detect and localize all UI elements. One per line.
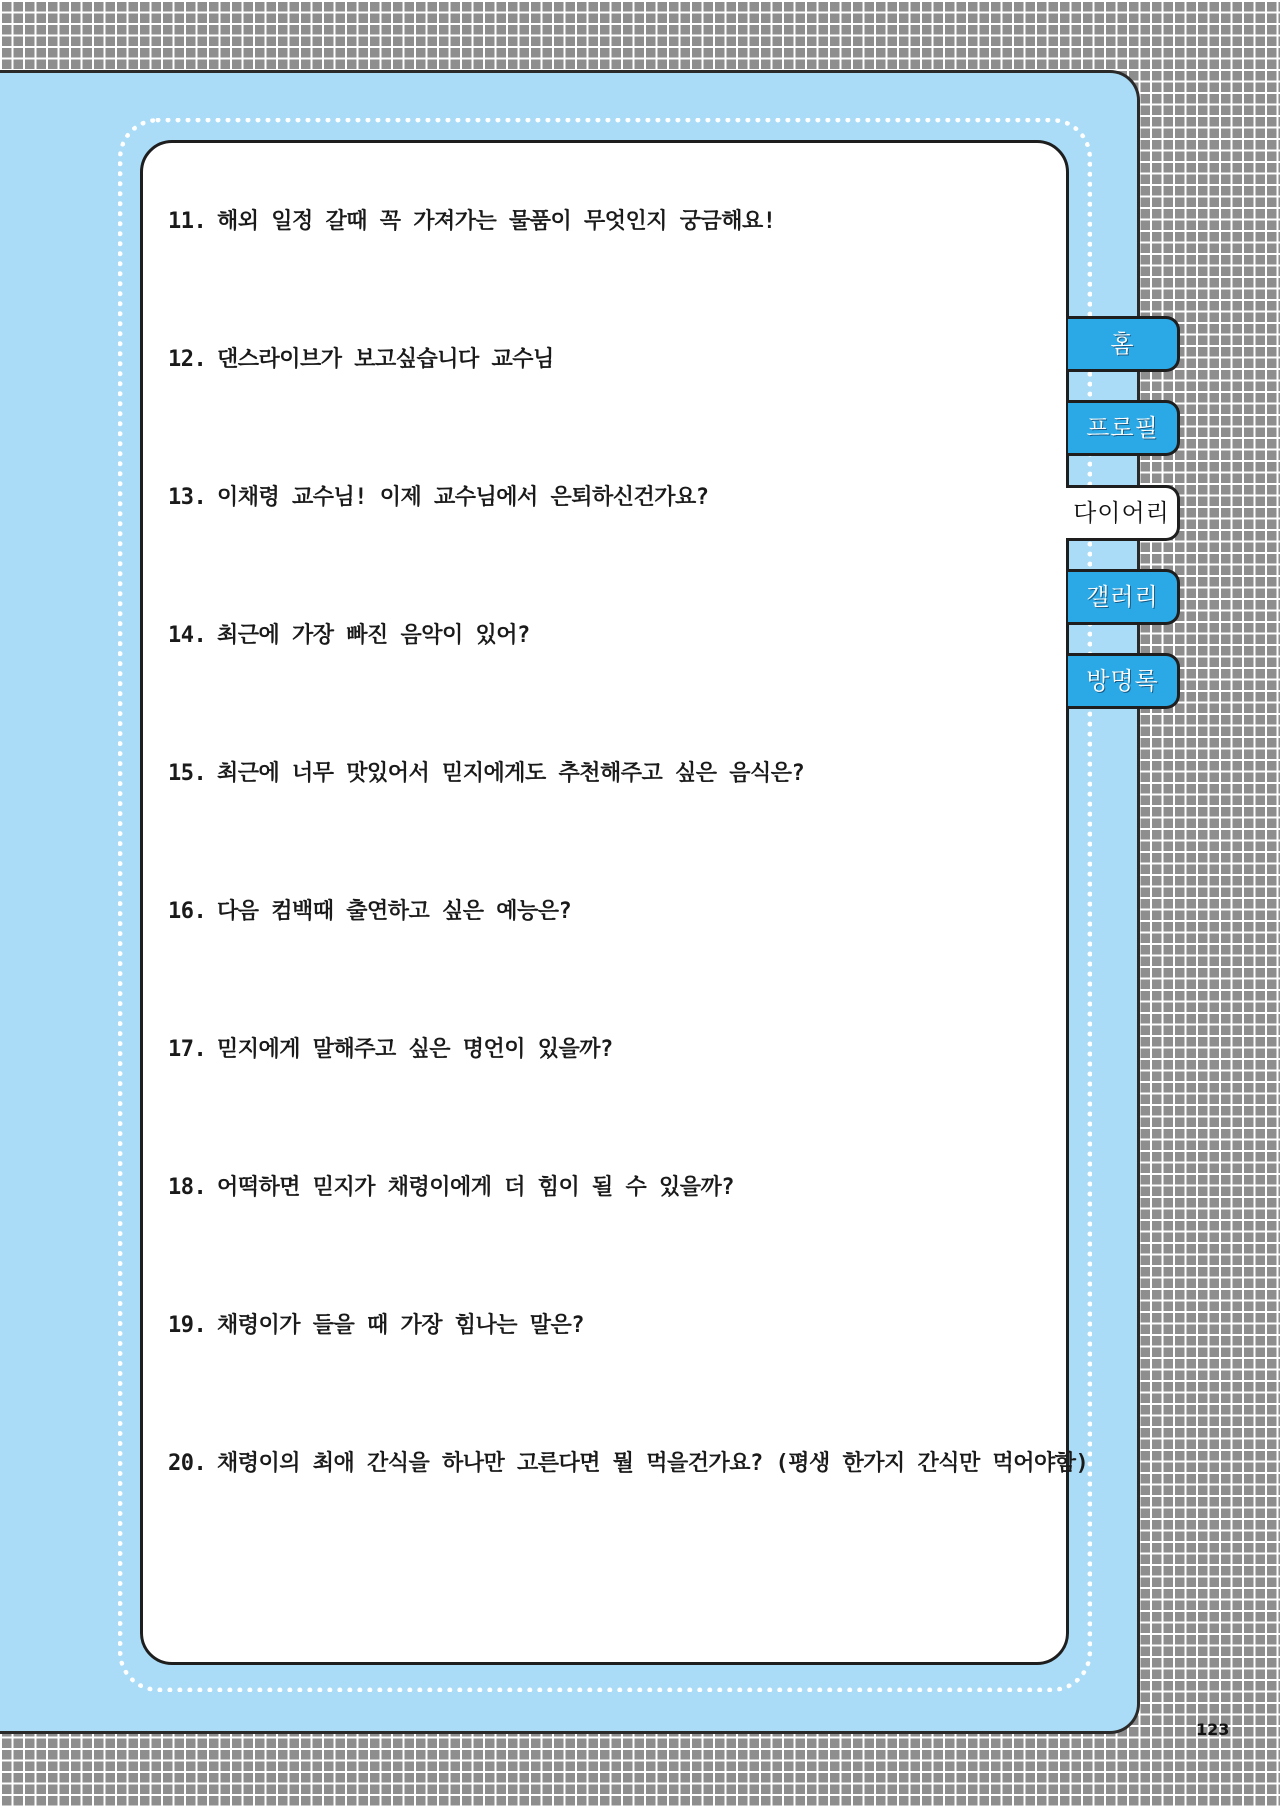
page-number: 123 [1196,1720,1230,1739]
question-number: 11. [168,209,207,234]
question-text: 해외 일정 갈때 꼭 가져가는 물품이 무엇인지 궁금해요! [217,209,776,234]
question-text: 채령이의 최애 간식을 하나만 고른다면 뭘 먹을건가요? (평생 한가지 간식만 먹어야함) [217,1451,1089,1476]
question-item [168,478,709,518]
question-number: 12. [168,347,207,372]
question-number: 19. [168,1313,207,1338]
tab-profile[interactable]: 프로필 [1068,400,1180,456]
question-item [168,1168,734,1208]
question-text: 최근에 너무 맛있어서 믿지에게도 추천해주고 싶은 음식은? [217,761,805,786]
question-number: 18. [168,1175,207,1200]
question-number: 14. [168,623,207,648]
question-text: 최근에 가장 빠진 음악이 있어? [217,623,530,648]
question-item [168,1030,613,1070]
question-text: 어떡하면 믿지가 채령이에게 더 힘이 될 수 있을까? [217,1175,735,1200]
question-number: 13. [168,485,207,510]
question-text: 채령이가 들을 때 가장 힘나는 말은? [217,1313,584,1338]
question-item [168,340,554,380]
question-item [168,616,530,656]
question-item [168,1306,584,1346]
question-item [168,1444,1088,1484]
question-number: 15. [168,761,207,786]
tab-guestbook[interactable]: 방명록 [1068,653,1180,709]
tab-diary[interactable]: 다이어리 [1066,485,1180,541]
question-number: 16. [168,899,207,924]
question-item [168,202,776,242]
question-text: 믿지에게 말해주고 싶은 명언이 있을까? [217,1037,613,1062]
question-text: 다음 컴백때 출연하고 싶은 예능은? [217,899,572,924]
question-item [168,892,571,932]
tab-home[interactable]: 홈 [1068,316,1180,372]
question-number: 17. [168,1037,207,1062]
tab-gallery[interactable]: 갤러리 [1068,569,1180,625]
question-text: 이채령 교수님! 이제 교수님에서 은퇴하신건가요? [217,485,709,510]
question-item [168,754,804,794]
question-number: 20. [168,1451,207,1476]
question-text: 댄스라이브가 보고싶습니다 교수님 [217,347,554,372]
